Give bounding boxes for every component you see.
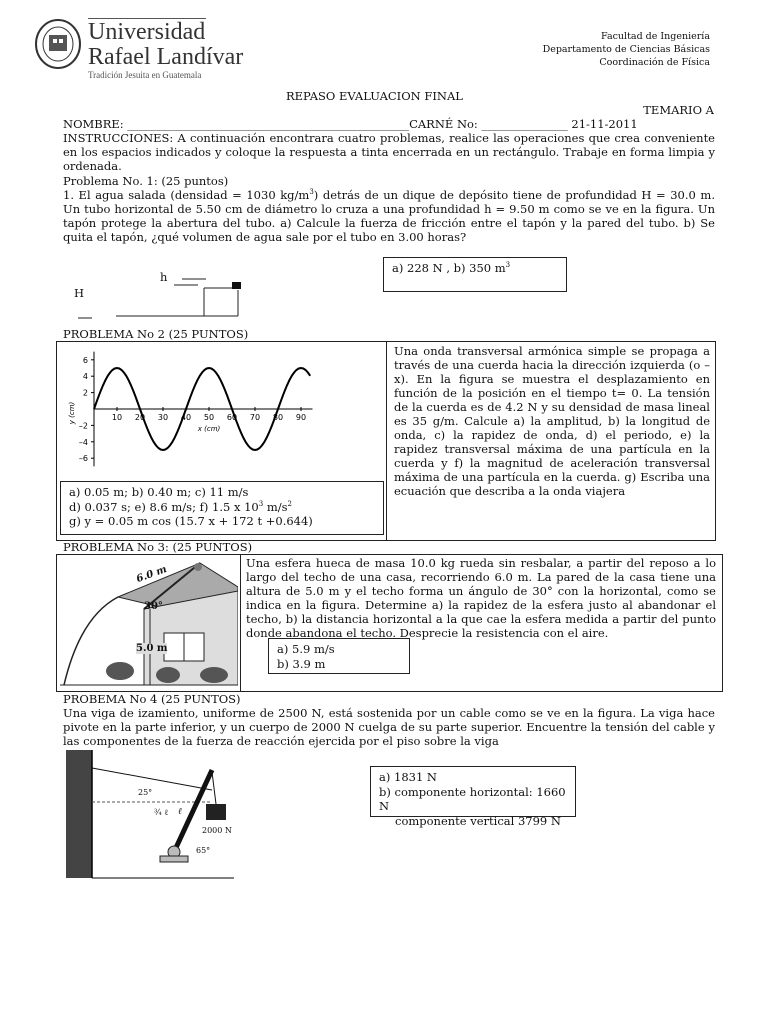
p2-ans1: a) 0.05 m; b) 0.40 m; c) 11 m/s xyxy=(69,485,249,499)
x-axis-label: x (cm) xyxy=(197,425,221,433)
fig-H-label: H xyxy=(74,286,85,300)
y-axis-label: y (cm) xyxy=(68,401,76,425)
p1-sup: 3 xyxy=(309,188,314,197)
p2-ans2b: m/s xyxy=(263,499,288,514)
temario: TEMARIO A xyxy=(643,103,714,117)
p3-text: Una esfera hueca de masa 10.0 kg rueda sin resbalar, a partir del reposo a lo largo del techo de una casa, recorriendo 6.0 m. La pared de la casa tiene una altura de 5.0 m y el techo forma un ángulo de 30° con la horizontal, como se indica en la figura. Determine a) la rapidez de la esfera justo al abandonar el techo, b) la distancia horizontal a la que cae la esfera medida a partir del punto donde abandona el techo. Desprecie la resistencia con el aire. xyxy=(246,556,716,640)
instructions: INSTRUCCIONES: A continuación encontrara cuatro problemas, realice las operaciones que crea conveniente en los espacios indicados y coloque la respuesta a tinta encerrada en un rectángulo. Trabaje en forma limpia y ordenada. xyxy=(63,131,715,173)
x-tick-label: 10 xyxy=(111,413,123,422)
p4-ans2: b) componente horizontal: 1660 N xyxy=(379,784,566,813)
p3-ans2: b) 3.9 m xyxy=(277,656,326,671)
y-tick-label: –2 xyxy=(78,421,88,431)
y-tick-label: –4 xyxy=(78,437,88,447)
fig-wall-height: 5.0 m xyxy=(136,643,168,654)
p3-divider xyxy=(240,554,241,691)
fig-2000: 2000 N xyxy=(202,826,232,835)
p2-ans3: g) y = 0.05 m cos (15.7 x + 172 t +0.644) xyxy=(69,514,313,528)
y-tick-label: 4 xyxy=(82,372,88,382)
p1-answer-sup: 3 xyxy=(505,261,511,270)
p3-heading: PROBLEMA No 3: (25 PUNTOS) xyxy=(63,540,253,554)
p1-heading: Problema No. 1: (25 puntos) xyxy=(63,174,229,188)
p1-text-a: 1. El agua salada (densidad = 1030 kg/m xyxy=(63,188,310,202)
wave-chart xyxy=(60,345,328,475)
p1-text-b: ) detrás de un dique de depósito tiene de profundidad H = 30.0 m. Un tubo horizontal de 5.50 cm de diámetro lo cruza a una profundidad h = 9.50 m como se ve en la figura. Un tapón protege la abertura del tubo. a) Calcule la fuerza de fricción entre el tapón y la pared del tubo. b) Se quita el tapón, ¿qué volumen de agua sale por el tubo en 3.00 horas? xyxy=(63,188,715,244)
p2-ans2sup: 3 xyxy=(258,499,264,508)
fig-l: ℓ xyxy=(178,807,182,817)
header-right xyxy=(543,30,710,69)
y-tick-label: 2 xyxy=(82,388,88,398)
university-logo xyxy=(34,18,82,70)
p2-text: Una onda transversal armónica simple se propaga a través de una cuerda hacia la dirección izquierda (o –x). En la figura se muestra el desplazamiento en función de la posición en el tiempo t= 0. La tensión de la cuerda es de 4.2 N y su densidad de masa lineal es 35 g/m. Calcule a) la amplitud, b) la longitud de onda, c) la rapidez de onda, d) el periodo, e) la rapidez transversal máxima de una partícula en la cuerda y f) la magnitud de aceleración transversal máxima de una partícula en la cuerda. g) Escriba una ecuación que describa a la onda viajera xyxy=(394,344,710,498)
p2-ans2a: d) 0.037 s; e) 8.6 m/s; f) 1.5 x 10 xyxy=(69,499,259,514)
y-tick-label: 6 xyxy=(82,355,88,365)
x-tick-label: 30 xyxy=(157,413,169,422)
p4-ans3: componente vertical 3799 N xyxy=(395,813,561,828)
p1-answer-box xyxy=(383,257,567,292)
exam-title: REPASO EVALUACION FINAL xyxy=(286,89,463,103)
p2-answer-box xyxy=(60,481,384,535)
university-tagline: Tradición Jesuita en Guatemala xyxy=(88,70,202,80)
fig-h-label: h xyxy=(160,270,168,284)
fig-roof-length: 6.0 m xyxy=(135,563,169,586)
x-tick-label: 70 xyxy=(249,413,261,422)
x-tick-label: 80 xyxy=(272,413,284,422)
name-label: NOMBRE: _________________________________________________ xyxy=(63,117,410,131)
house-figure xyxy=(60,557,238,687)
p4-text: Una viga de izamiento, uniforme de 2500 N, está sostenida por un cable como se ve en la figura. La viga hace pivote en la parte inferior, y un cuerpo de 2000 N cuelga de su parte superior. Encuentre la tensión del cable y las componentes de la fuerza de reacción ejercida por el piso sobre la viga xyxy=(63,706,715,748)
p1-answer: a) 228 N , b) 350 m xyxy=(392,261,506,275)
university-name-2: Rafael Landívar xyxy=(88,44,244,70)
x-tick-label: 90 xyxy=(295,413,307,422)
fig-angle: 30° xyxy=(144,601,163,612)
p3-ans1: a) 5.9 m/s xyxy=(277,642,335,656)
p2-ans2 xyxy=(69,500,375,515)
x-tick-label: 40 xyxy=(180,413,192,422)
university-name-1: Universidad xyxy=(88,19,206,45)
p2-divider xyxy=(386,341,387,540)
x-tick-label: 20 xyxy=(134,413,146,422)
name-line xyxy=(63,117,715,131)
p4-ans1: a) 1831 N xyxy=(379,770,437,784)
x-tick-label: 60 xyxy=(226,413,238,422)
fig-25: 25° xyxy=(138,788,153,797)
carne-label: CARNÉ No: _______________ xyxy=(409,117,568,131)
fig-65: 65° xyxy=(196,846,211,855)
wave-axes xyxy=(68,352,313,467)
y-tick-label: –6 xyxy=(78,454,88,464)
p1-text xyxy=(63,188,715,244)
x-tick-label: 50 xyxy=(203,413,215,422)
wave-svg xyxy=(60,345,328,475)
p2-heading: PROBLEMA No 2 (25 PUNTOS) xyxy=(63,327,249,341)
p4-heading: PROBEMA No 4 (25 PUNTOS) xyxy=(63,692,241,706)
coordination: Coordinación de Física xyxy=(599,57,710,68)
dam-figure xyxy=(66,268,266,324)
p2-ans2sup2: 2 xyxy=(287,499,293,508)
p4-answer-box xyxy=(370,766,576,828)
department: Departamento de Ciencias Básicas xyxy=(542,44,710,55)
fig-34: ¾ ℓ xyxy=(154,808,169,817)
faculty: Facultad de Ingeniería xyxy=(601,31,710,42)
beam-figure xyxy=(62,750,234,880)
exam-date: 21-11-2011 xyxy=(571,117,638,131)
p3-answer-box xyxy=(268,638,410,674)
